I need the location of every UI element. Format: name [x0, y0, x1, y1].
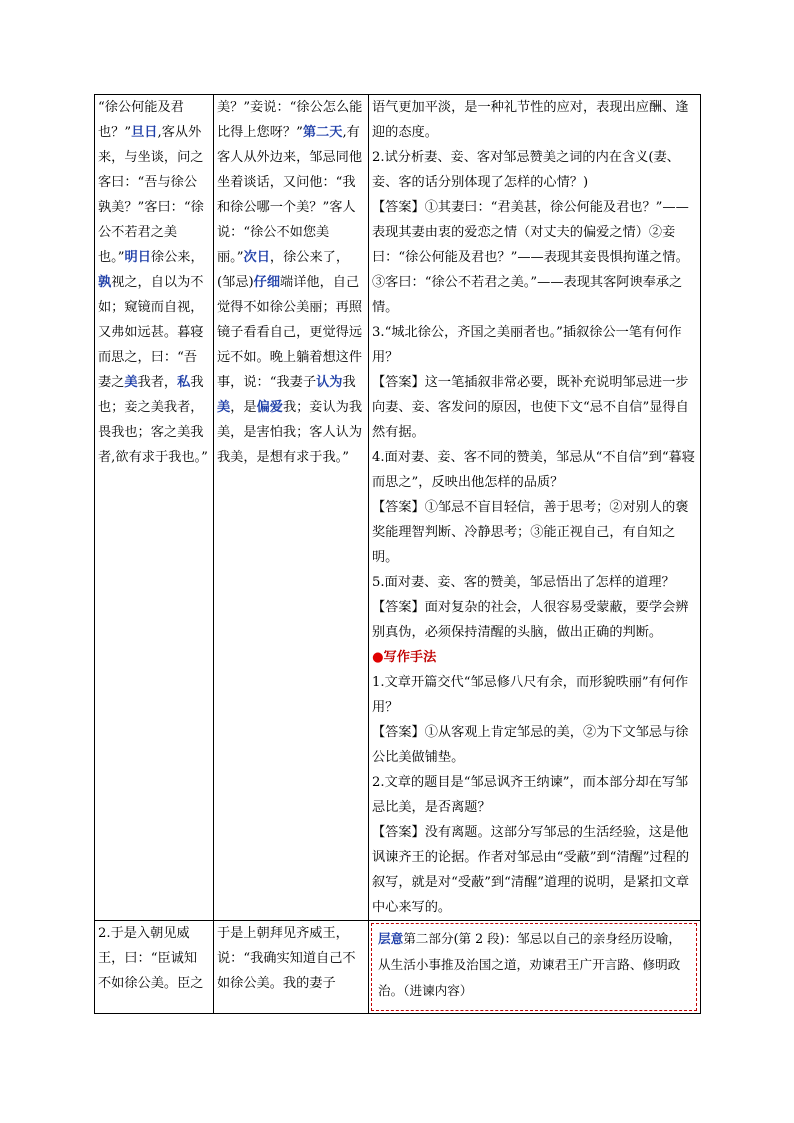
text-run: ,客从外来，与坐谈，问之客曰：“吾与徐公孰美？”客曰：“徐公不若君之美也。” — [98, 125, 204, 265]
text-run: ，是 — [230, 400, 257, 415]
text-analysis-table — [94, 94, 701, 1014]
answer-2: 【答案】①其妻曰：“君美甚，徐公何能及君也？”——表现其妻由衷的爱恋之情（对丈夫的偏爱之情）②妾曰：“徐公何能及君也？”——表现其妾畏惧拘谨之情。③客曰：“徐公不若君之美。”——表现其客阿谀奉承之情。 — [372, 200, 689, 315]
text-run: 我也；妾之美我者，畏我也；客之美我者,欲有求于我也。” — [98, 375, 208, 465]
answer-5: 【答案】面对复杂的社会，人很容易受蒙蔽，要学会辨别真伪，必须保持清醒的头脑，做出正确的判断。 — [372, 600, 689, 640]
question-3: 3.“城北徐公，齐国之美丽者也。”插叙徐公一笔有何作用？ — [372, 325, 682, 365]
text-run: ，徐公来了，(邹忌) — [217, 250, 350, 290]
layer-summary-box — [371, 923, 697, 1011]
answer-4: 【答案】①邹忌不盲目轻信，善于思考；②对别人的褒奖能理智判断、冷静思考；③能正视自己，有自知之明。 — [372, 500, 689, 565]
translation-cell: 于是上朝拜见齐威王，说：“我确实知道自己不如徐公美。我的妻子 — [214, 921, 369, 1014]
layer-text: 第二部分(第 2 段)：邹忌以自己的亲身经历设喻，从生活小事推及治国之道，劝谏君王广开言路、修明政治。（进谏内容） — [378, 931, 681, 998]
section-title: 写作手法 — [383, 650, 437, 665]
keyword-highlight: 美 — [124, 375, 138, 390]
keyword-highlight: 偏爱 — [256, 400, 283, 415]
text-run: 端详他，自己觉得不如徐公美丽；再照镜子看看自己，更觉得远远不如。晚上躺着想这件事，说：“我妻子 — [217, 275, 363, 390]
text-run: 美？”妾说：“徐公怎么能比得上您呀？” — [217, 100, 363, 140]
keyword-highlight: 明日 — [124, 250, 151, 265]
keyword-highlight: 次日 — [243, 250, 270, 265]
text-run: “徐公何能及君也？” — [98, 100, 184, 140]
text-run: 我；妾认为我美，是害怕我；客人认为我美，是想有求于我。” — [217, 400, 363, 465]
layer-tag: 层意 — [378, 931, 404, 946]
keyword-highlight: 孰 — [98, 275, 112, 290]
writing-question-2: 2.文章的题目是“邹忌讽齐王纳谏”，而本部分却在写邹忌比美，是否离题？ — [372, 775, 689, 815]
keyword-highlight: 私 — [177, 375, 191, 390]
writing-question-1: 1.文章开篇交代“邹忌修八尺有余，而形貌昳丽”有何作用？ — [372, 675, 689, 715]
text-run: 我者， — [137, 375, 178, 390]
analysis-cell — [369, 95, 701, 921]
answer-3: 【答案】这一笔插叙非常必要，既补充说明邹忌进一步向妻、妾、客发问的原因，也使下文“忌不自信”显得自然有据。 — [372, 375, 689, 440]
translation-cell — [214, 95, 369, 921]
keyword-highlight: 仔细 — [253, 275, 281, 290]
text-run: 视之，自以为不如；窥镜而自视，又弗如远甚。暮寝而思之，曰：“吾妻之 — [98, 275, 204, 390]
keyword-highlight: 旦日 — [131, 125, 158, 140]
keyword-highlight: 第二天 — [302, 125, 343, 140]
original-text-cell — [95, 95, 214, 921]
table-row — [95, 95, 701, 921]
bullet-icon: ● — [372, 650, 384, 665]
writing-answer-1: 【答案】①从客观上肯定邹忌的美，②为下文邹忌与徐公比美做铺垫。 — [372, 725, 689, 765]
question-4: 4.面对妻、妾、客不同的赞美，邹忌从“不自信”到“暮寝而思之”，反映出他怎样的品质？ — [372, 450, 695, 490]
question-5: 5.面对妻、妾、客的赞美，邹忌悟出了怎样的道理？ — [372, 575, 675, 590]
question-2: 2.试分析妻、妾、客对邹忌赞美之词的内在含义(妻、妾、客的话分别体现了怎样的心情？) — [372, 150, 680, 190]
keyword-highlight: 美 — [217, 400, 231, 415]
writing-answer-2: 【答案】没有离题。这部分写邹忌的生活经验，这是他讽谏齐王的论据。作者对邹忌由“受蔽”到“清醒”过程的叙写，就是对“受蔽”到“清醒”道理的说明，是紧扣文章中心来写的。 — [372, 825, 690, 915]
text-run: 我 — [342, 375, 356, 390]
text-run: ,有客人从外边来，邹忌同他坐着谈话，又问他：“我和徐公哪一个美？”客人说：“徐公不如您美丽。” — [217, 125, 363, 265]
analysis-cell — [369, 921, 701, 1014]
original-text-cell: 2.于是入朝见威王，曰：“臣诚知不如徐公美。臣之 — [95, 921, 214, 1014]
text-run: 徐公来， — [150, 250, 204, 265]
analysis-intro: 语气更加平淡，是一种礼节性的应对，表现出应酬、逢迎的态度。 — [372, 100, 689, 140]
keyword-highlight: 认为 — [316, 375, 343, 390]
table-row — [95, 921, 701, 1014]
section-heading — [372, 645, 697, 670]
